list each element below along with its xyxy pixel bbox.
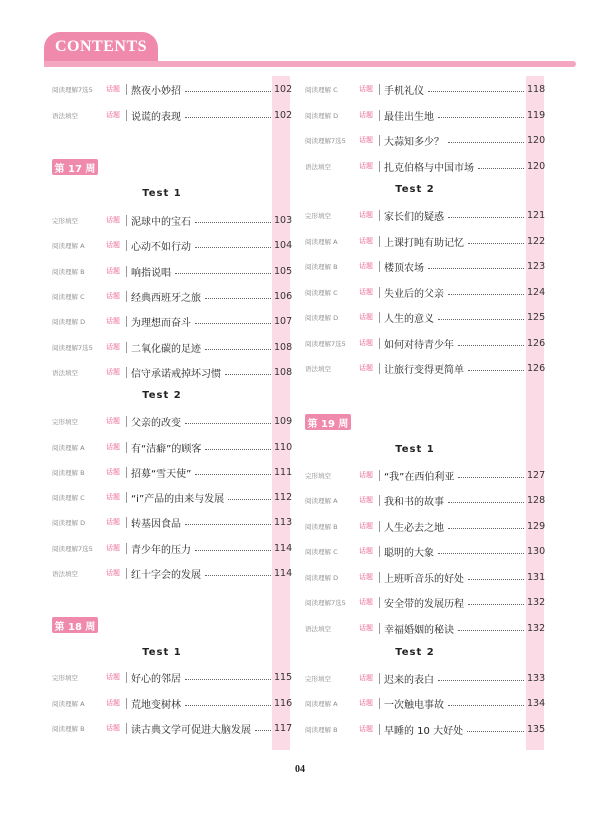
section-type: 语法填空 <box>52 111 78 120</box>
dot-leader <box>458 630 524 631</box>
topic-tag: 话题 <box>106 724 120 732</box>
page-number: 126 <box>527 362 546 374</box>
page-number: 125 <box>527 311 546 323</box>
entry-title: 青少年的压力 <box>131 544 191 556</box>
dot-leader <box>448 502 524 503</box>
dot-leader <box>185 679 271 680</box>
dot-leader <box>438 319 524 320</box>
dot-leader <box>228 499 271 500</box>
section-type: 语法填空 <box>52 368 78 377</box>
entry-title: 为理想而奋斗 <box>131 317 191 329</box>
toc-entry[interactable] <box>52 514 292 530</box>
contents-header-tab <box>44 32 158 62</box>
page-number: 133 <box>527 672 546 684</box>
dot-leader <box>438 117 524 118</box>
page-number: 129 <box>527 520 546 532</box>
toc-entry[interactable] <box>52 439 292 455</box>
page-number: 108 <box>274 366 293 378</box>
page-number: 122 <box>527 235 546 247</box>
dot-leader <box>438 553 524 554</box>
dot-leader <box>185 117 271 118</box>
section-type: 语法填空 <box>305 364 331 373</box>
topic-tag: 话题 <box>106 216 120 224</box>
page-number: 114 <box>274 567 293 579</box>
dot-leader <box>195 474 271 475</box>
topic-tag: 话题 <box>359 522 373 530</box>
page-number: 102 <box>274 83 293 95</box>
week-badge: 第 19 周 <box>305 414 351 430</box>
section-type: 阅读理解7选5 <box>52 343 93 352</box>
entry-title: 红十字会的发展 <box>131 569 201 581</box>
topic-tag: 话题 <box>106 292 120 300</box>
toc-entry[interactable] <box>52 413 292 429</box>
dot-leader <box>468 579 524 580</box>
page-number: 134 <box>527 697 546 709</box>
topic-tag: 话题 <box>359 85 373 93</box>
topic-tag: 话题 <box>359 339 373 347</box>
toc-entry[interactable] <box>52 464 292 480</box>
toc-entry[interactable] <box>52 339 292 355</box>
section-type: 阅读理解7选5 <box>52 544 93 553</box>
dot-leader <box>428 268 524 269</box>
entry-title: 好心的邻居 <box>131 673 181 685</box>
topic-tag: 话题 <box>359 496 373 504</box>
dot-leader <box>448 528 524 529</box>
dot-leader <box>205 449 271 450</box>
toc-entry[interactable] <box>305 309 545 325</box>
topic-tag: 话题 <box>359 262 373 270</box>
section-type: 阅读理解 A <box>52 241 85 250</box>
entry-title: 安全带的发展历程 <box>384 598 464 610</box>
section-type: 阅读理解 D <box>52 317 86 326</box>
topic-tag: 话题 <box>359 725 373 733</box>
page-number: 116 <box>274 697 293 709</box>
entry-title: 上班听音乐的好处 <box>384 573 464 585</box>
dot-leader <box>185 91 271 92</box>
entry-title: 人生的意义 <box>384 313 434 325</box>
section-type: 语法填空 <box>52 569 78 578</box>
dot-leader <box>448 217 524 218</box>
test-heading: Test 1 <box>395 444 435 455</box>
toc-entry[interactable] <box>305 492 545 508</box>
topic-tag: 话题 <box>106 368 120 376</box>
topic-tag: 话题 <box>359 288 373 296</box>
toc-entry[interactable] <box>305 207 545 223</box>
entry-title: 一次触电事故 <box>384 699 444 711</box>
section-type: 语法填空 <box>305 624 331 633</box>
topic-tag: 话题 <box>106 544 120 552</box>
toc-entry[interactable] <box>305 721 545 737</box>
page-number: 104 <box>274 239 293 251</box>
section-type: 阅读理解 C <box>305 85 338 94</box>
toc-entry[interactable] <box>305 620 545 636</box>
section-type: 阅读理解 A <box>305 237 338 246</box>
page-number: 105 <box>274 265 293 277</box>
entry-title: 响指说唱 <box>131 267 171 279</box>
dot-leader <box>467 731 524 732</box>
page-number: 119 <box>527 109 546 121</box>
entry-title: 人生必去之地 <box>384 522 444 534</box>
toc-entry[interactable] <box>305 518 545 534</box>
topic-tag: 话题 <box>359 313 373 321</box>
toc-entry[interactable] <box>305 258 545 274</box>
entry-title: 迟来的表白 <box>384 674 434 686</box>
entry-title: 说谎的表现 <box>131 111 181 123</box>
toc-entry[interactable] <box>305 284 545 300</box>
section-type: 完形填空 <box>52 417 78 426</box>
topic-tag: 话题 <box>106 111 120 119</box>
entry-title: 读古典文学可促进大脑发展 <box>131 724 251 736</box>
page-number: 118 <box>527 83 546 95</box>
page-number: 107 <box>274 315 293 327</box>
topic-tag: 话题 <box>106 468 120 476</box>
section-type: 阅读理解7选5 <box>305 598 346 607</box>
dot-leader <box>205 298 271 299</box>
entry-title: “我”在西伯利亚 <box>384 471 455 483</box>
toc-entry[interactable] <box>52 364 292 380</box>
entry-title: 上课打盹有助记忆 <box>384 237 464 249</box>
entry-title: 让旅行变得更简单 <box>384 364 464 376</box>
topic-tag: 话题 <box>106 569 120 577</box>
section-type: 阅读理解 C <box>305 547 338 556</box>
dot-leader <box>458 345 524 346</box>
dot-leader <box>225 374 271 375</box>
toc-entry[interactable] <box>52 107 292 123</box>
entry-title: 最佳出生地 <box>384 111 434 123</box>
section-type: 阅读理解 A <box>305 699 338 708</box>
section-type: 阅读理解 B <box>52 267 85 276</box>
toc-entry[interactable] <box>52 489 292 505</box>
toc-entry[interactable] <box>305 132 545 148</box>
page-number: 103 <box>274 214 293 226</box>
section-type: 阅读理解 C <box>52 292 85 301</box>
entry-title: 大蒜知多少？ <box>384 136 444 148</box>
toc-entry[interactable] <box>52 212 292 228</box>
dot-leader <box>255 730 271 731</box>
toc-entry[interactable] <box>305 543 545 559</box>
entry-title: 我和书的故事 <box>384 496 444 508</box>
test-heading: Test 2 <box>142 390 182 401</box>
dot-leader <box>468 243 524 244</box>
entry-title: 信守承诺戒掉坏习惯 <box>131 368 221 380</box>
section-type: 完形填空 <box>305 471 331 480</box>
page-number: 120 <box>527 160 546 172</box>
dot-leader <box>448 142 524 143</box>
toc-entry[interactable] <box>305 335 545 351</box>
topic-tag: 话题 <box>106 673 120 681</box>
page-footer-number: 04 <box>295 764 305 775</box>
entry-title: 聪明的大象 <box>384 547 434 559</box>
dot-leader <box>438 680 524 681</box>
toc-entry[interactable] <box>52 263 292 279</box>
dot-leader <box>468 370 524 371</box>
dot-leader <box>195 222 271 223</box>
section-type: 完形填空 <box>52 673 78 682</box>
section-type: 语法填空 <box>305 162 331 171</box>
section-type: 完形填空 <box>305 674 331 683</box>
page-number: 113 <box>274 516 293 528</box>
topic-tag: 话题 <box>359 699 373 707</box>
page-number: 120 <box>527 134 546 146</box>
topic-tag: 话题 <box>359 573 373 581</box>
topic-tag: 话题 <box>359 624 373 632</box>
entry-title: 楼顶农场 <box>384 262 424 274</box>
section-type: 阅读理解 C <box>305 288 338 297</box>
topic-tag: 话题 <box>359 136 373 144</box>
page-number: 114 <box>274 542 293 554</box>
topic-tag: 话题 <box>106 493 120 501</box>
page-number: 126 <box>527 337 546 349</box>
page-number: 106 <box>274 290 293 302</box>
page-number: 110 <box>274 441 293 453</box>
toc-entry[interactable] <box>305 569 545 585</box>
page-number: 112 <box>274 491 293 503</box>
entry-title: 手机礼仪 <box>384 85 424 97</box>
entry-title: 泥球中的宝石 <box>131 216 191 228</box>
topic-tag: 话题 <box>359 111 373 119</box>
section-type: 阅读理解7选5 <box>305 339 346 348</box>
toc-entry[interactable] <box>52 288 292 304</box>
topic-tag: 话题 <box>359 364 373 372</box>
page-number: 109 <box>274 415 293 427</box>
toc-entry[interactable] <box>305 695 545 711</box>
toc-entry[interactable] <box>305 670 545 686</box>
page-number-band-right <box>526 76 544 750</box>
dot-leader <box>185 524 271 525</box>
page-number: 130 <box>527 545 546 557</box>
section-type: 阅读理解 D <box>305 573 339 582</box>
dot-leader <box>458 477 524 478</box>
section-type: 阅读理解7选5 <box>52 85 93 94</box>
toc-entry[interactable] <box>52 669 292 685</box>
topic-tag: 话题 <box>359 471 373 479</box>
entry-title: 经典西班牙之旅 <box>131 292 201 304</box>
section-type: 完形填空 <box>52 216 78 225</box>
section-type: 阅读理解 B <box>305 262 338 271</box>
toc-entry[interactable] <box>52 565 292 581</box>
topic-tag: 话题 <box>106 343 120 351</box>
dot-leader <box>195 323 271 324</box>
entry-title: 家长们的疑惑 <box>384 211 444 223</box>
page-number: 117 <box>274 722 293 734</box>
week-badge: 第 18 周 <box>52 617 98 633</box>
dot-leader <box>448 705 524 706</box>
test-heading: Test 2 <box>395 647 435 658</box>
toc-entry[interactable] <box>305 360 545 376</box>
page-number: 111 <box>274 466 293 478</box>
entry-title: 早睡的 10 大好处 <box>384 725 464 737</box>
topic-tag: 话题 <box>359 237 373 245</box>
section-type: 完形填空 <box>305 211 331 220</box>
entry-title: 心动不如行动 <box>131 241 191 253</box>
entry-title: 二氧化碳的足迹 <box>131 343 201 355</box>
topic-tag: 话题 <box>106 699 120 707</box>
entry-title: 如何对待青少年 <box>384 339 454 351</box>
toc-entry[interactable] <box>305 158 545 174</box>
toc-entry[interactable] <box>52 695 292 711</box>
toc-entry[interactable] <box>52 237 292 253</box>
section-type: 阅读理解 B <box>305 522 338 531</box>
topic-tag: 话题 <box>359 547 373 555</box>
toc-entry[interactable] <box>305 467 545 483</box>
test-heading: Test 2 <box>395 184 435 195</box>
toc-entry[interactable] <box>305 81 545 97</box>
section-type: 阅读理解 D <box>305 111 339 120</box>
section-type: 阅读理解 A <box>52 699 85 708</box>
section-type: 阅读理解 B <box>52 724 85 733</box>
page-number: 135 <box>527 723 546 735</box>
contents-title: CONTENTS <box>54 38 148 55</box>
section-type: 阅读理解 D <box>305 313 339 322</box>
topic-tag: 话题 <box>106 518 120 526</box>
dot-leader <box>478 168 524 169</box>
page-number: 121 <box>527 209 546 221</box>
section-type: 阅读理解 A <box>52 443 85 452</box>
page-number: 108 <box>274 341 293 353</box>
toc-entry[interactable] <box>305 107 545 123</box>
toc-entry[interactable] <box>52 81 292 97</box>
topic-tag: 话题 <box>106 317 120 325</box>
page-number: 132 <box>527 622 546 634</box>
dot-leader <box>195 550 271 551</box>
entry-title: 转基因食品 <box>131 518 181 530</box>
toc-entry[interactable] <box>305 594 545 610</box>
dot-leader <box>185 423 271 424</box>
toc-entry[interactable] <box>305 233 545 249</box>
dot-leader <box>448 294 524 295</box>
page-number: 131 <box>527 571 546 583</box>
dot-leader <box>175 273 271 274</box>
entry-title: 失业后的父亲 <box>384 288 444 300</box>
dot-leader <box>205 575 271 576</box>
test-heading: Test 1 <box>142 188 182 199</box>
page-number: 128 <box>527 494 546 506</box>
topic-tag: 话题 <box>359 211 373 219</box>
toc-entry[interactable] <box>52 720 292 736</box>
page-number: 124 <box>527 286 546 298</box>
topic-tag: 话题 <box>106 267 120 275</box>
entry-title: 扎克伯格与中国市场 <box>384 162 474 174</box>
topic-tag: 话题 <box>106 443 120 451</box>
topic-tag: 话题 <box>106 85 120 93</box>
topic-tag: 话题 <box>359 162 373 170</box>
section-type: 阅读理解 A <box>305 496 338 505</box>
entry-title: 幸福婚姻的秘诀 <box>384 624 454 636</box>
page-number: 132 <box>527 596 546 608</box>
dot-leader <box>428 91 524 92</box>
test-heading: Test 1 <box>142 647 182 658</box>
topic-tag: 话题 <box>106 241 120 249</box>
dot-leader <box>185 705 271 706</box>
section-type: 阅读理解7选5 <box>305 136 346 145</box>
page-number: 115 <box>274 671 293 683</box>
entry-title: 熬夜小妙招 <box>131 85 181 97</box>
header-rule <box>44 61 576 67</box>
topic-tag: 话题 <box>359 598 373 606</box>
topic-tag: 话题 <box>359 674 373 682</box>
entry-title: 荒地变树林 <box>131 699 181 711</box>
week-badge: 第 17 周 <box>52 159 98 175</box>
toc-entry[interactable] <box>52 313 292 329</box>
section-type: 阅读理解 B <box>52 468 85 477</box>
section-type: 阅读理解 B <box>305 725 338 734</box>
entry-title: 招募“雪天使” <box>131 468 192 480</box>
section-type: 阅读理解 C <box>52 493 85 502</box>
dot-leader <box>205 349 271 350</box>
entry-title: 父亲的改变 <box>131 417 181 429</box>
entry-title: 有“洁癖”的顾客 <box>131 443 202 455</box>
topic-tag: 话题 <box>106 417 120 425</box>
page-number: 127 <box>527 469 546 481</box>
dot-leader <box>195 247 271 248</box>
entry-title: “i”产品的由来与发展 <box>131 493 225 505</box>
dot-leader <box>468 604 524 605</box>
page-number: 102 <box>274 109 293 121</box>
page-number: 123 <box>527 260 546 272</box>
toc-entry[interactable] <box>52 540 292 556</box>
section-type: 阅读理解 D <box>52 518 86 527</box>
